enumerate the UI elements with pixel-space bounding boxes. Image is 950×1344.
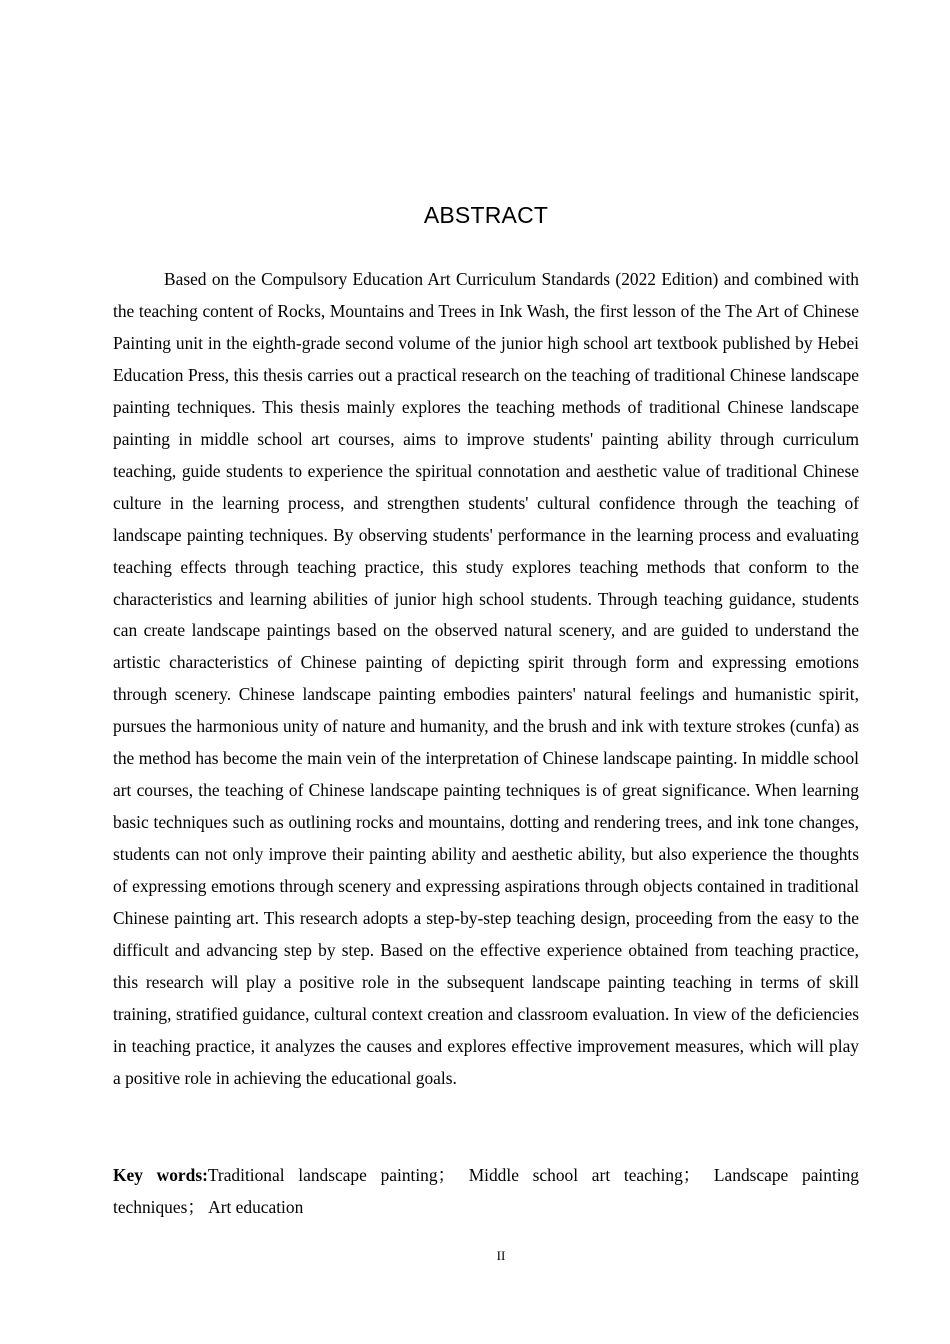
keywords-list: Traditional landscape painting； Middle school art teaching； Landscape painting techniques； Art education — [113, 1165, 859, 1217]
keywords-paragraph — [113, 1159, 859, 1223]
abstract-body: Based on the Compulsory Education Art Curriculum Standards (2022 Edition) and combined with the teaching content of Rocks, Mountains and Trees in Ink Wash, the first lesson of the The Art of Chinese Painting unit in the eighth-grade second volume of the junior high school art textbook published by Hebei Education Press, this thesis carries out a practical research on the teaching of traditional Chinese landscape painting techniques. This thesis mainly explores the teaching methods of traditional Chinese landscape painting in middle school art courses, aims to improve students' painting ability through curriculum teaching, guide students to experience the spiritual connotation and aesthetic value of traditional Chinese culture in the learning process, and strengthen students' cultural confidence through the teaching of landscape painting techniques. By observing students' performance in the learning process and evaluating teaching effects through teaching practice, this study explores teaching methods that conform to the characteristics and learning abilities of junior high school students. Through teaching guidance, students can create landscape paintings based on the observed natural scenery, and are guided to understand the artistic characteristics of Chinese painting of depicting spirit through form and expressing emotions through scenery. Chinese landscape painting embodies painters' natural feelings and humanistic spirit, pursues the harmonious unity of nature and humanity, and the brush and ink with texture strokes (cunfa) as the method has become the main vein of the interpretation of Chinese landscape painting. In middle school art courses, the teaching of Chinese landscape painting techniques is of great significance. When learning basic techniques such as outlining rocks and mountains, dotting and rendering trees, and ink tone changes, students can not only improve their painting ability and aesthetic ability, but also experience the thoughts of expressing emotions through scenery and expressing aspirations through objects contained in traditional Chinese painting art. This research adopts a step-by-step teaching design, proceeding from the easy to the difficult and advancing step by step. Based on the effective experience obtained from teaching practice, this research will play a positive role in the subsequent landscape painting teaching in terms of skill training, stratified guidance, cultural context creation and classroom evaluation. In view of the deficiencies in teaching practice, it analyzes the causes and explores effective improvement measures, which will play a positive role in achieving the educational goals. — [113, 269, 859, 1088]
keywords-label: Key words: — [113, 1165, 208, 1185]
page-number: II — [496, 1248, 506, 1263]
abstract-title: ABSTRACT — [423, 202, 549, 228]
